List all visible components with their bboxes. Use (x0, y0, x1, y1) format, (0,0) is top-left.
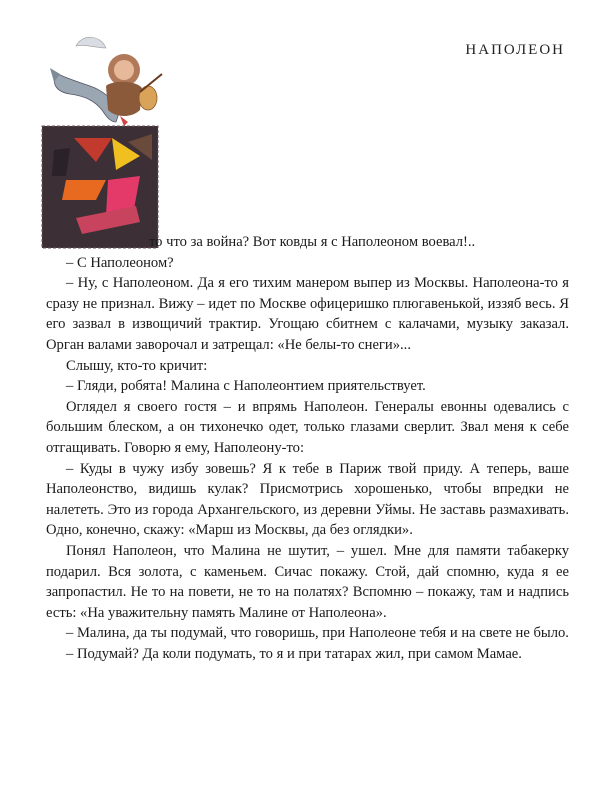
illustration (36, 30, 176, 252)
paragraph: – С Наполеоном? (66, 254, 174, 271)
paragraph: – Малина, да ты подумай, что говоришь, при Наполеоне тебя и на свете не было. (66, 625, 569, 642)
paragraph: Оглядел я своего гостя – и впрямь Наполеон. Генералы евонны одевались с большим блеском, а он тихонечко одет, только глазами сверлит. Звал меня к себе отгащивать. Говорю я ему, Наполеону-то: (46, 398, 569, 456)
siren-figure-icon (50, 37, 162, 126)
paragraph: – Ну, с Наполеоном. Да я его тихим манером выпер из Москвы. Наполеона-то я сразу не признал. Вижу – идет по Москве офицеришко плюгавенькой, иззяб весь. Я его зазвал в извощичий трактир. Угощаю сбитнем с калачами, музыку заказал. Орган валами заворочал и затрещал: «Не белы-то снеги»... (46, 275, 569, 353)
paragraph: то что за война? Вот ковды я с Наполеоном воевал!.. (149, 234, 476, 250)
paragraph: Слышу, кто-то кричит: (66, 357, 208, 374)
paragraph: Понял Наполеон, что Малина не шутит, – ушел. Мне для памяти табакерку подарил. Вся золота, с каменьем. Сичас покажу. Стой, дай спомню, куда я ее запропастил. Не то на повети, не то на полатях? Вспомню – покажу, там и надпись есть: «На уважительну память Малине от Наполеона». (46, 542, 569, 621)
paragraph: – Куды в чужу избу зовешь? Я к тебе в Париж твой приду. А теперь, ваше Наполеонство, видишь кулак? Присмотрись хорошенько, чтобы впредки не налететь. Это из города Архангельского, из деревни Уймы. Не заставь размахивать. Одно, конечно, скажу: «Марш из Москвы, да без оглядки». (46, 460, 569, 539)
paragraph: – Гляди, робята! Малина с Наполеонтием приятельствует. (66, 378, 426, 395)
paragraph: – Подумай? Да коли подумать, то я и при татарах жил, при самом Мамае. (66, 645, 522, 662)
running-head: НАПОЛЕОН (465, 42, 565, 58)
text-body (46, 232, 569, 664)
patchwork-block-icon (42, 126, 158, 248)
